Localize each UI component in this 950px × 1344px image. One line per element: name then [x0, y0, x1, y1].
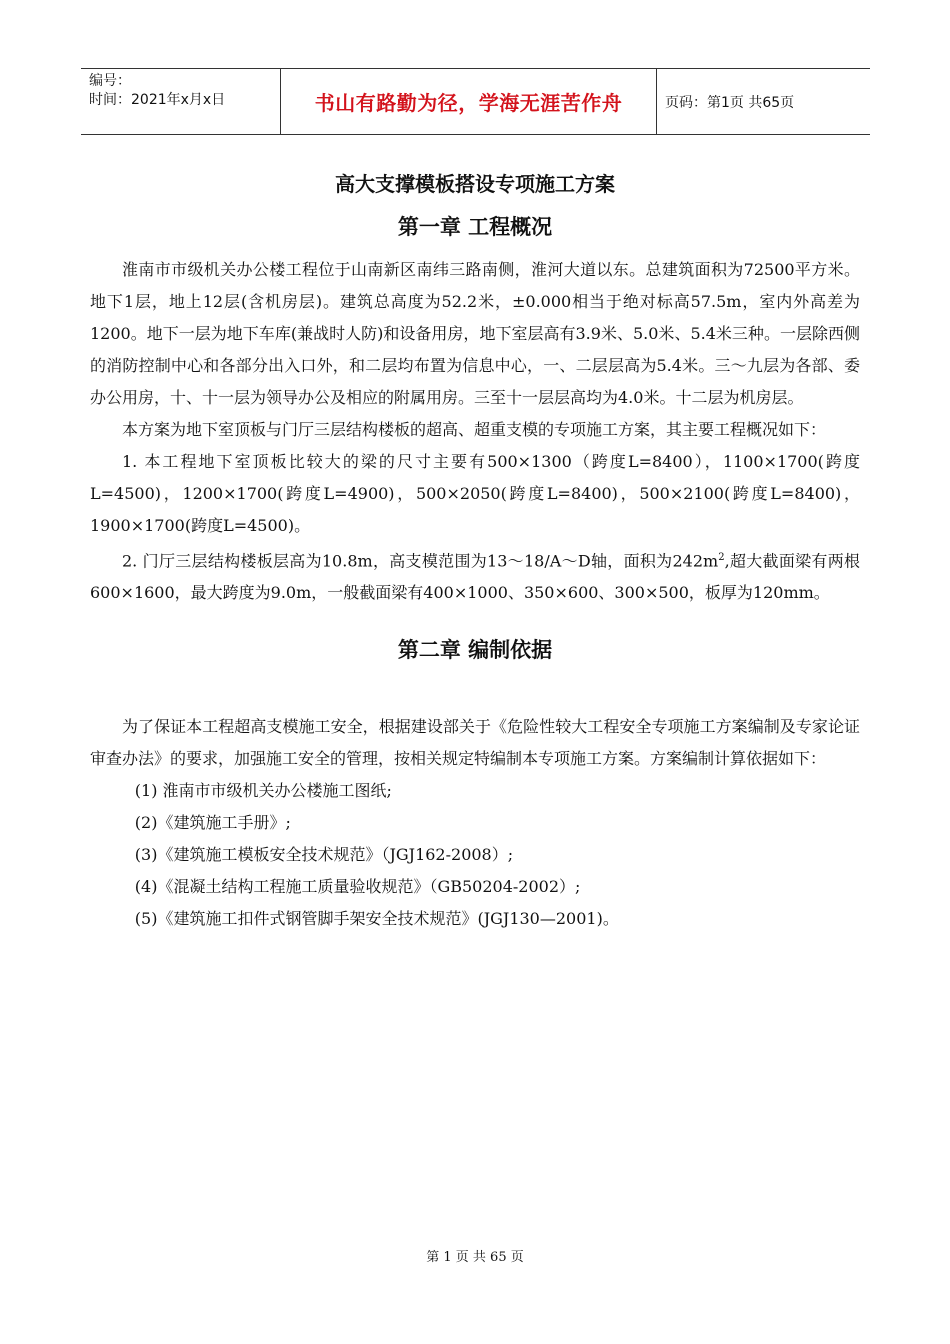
reference-item-4: (4)《混凝土结构工程施工质量验收规范》（GB50204-2002）;: [134, 877, 581, 897]
reference-item-5: (5)《建筑施工扣件式钢管脚手架安全技术规范》(JGJ130—2001)。: [134, 909, 619, 929]
chapter1-item-1: 1. 本工程地下室顶板比较大的梁的尺寸主要有500×1300（跨度L=8400），1100×1700(跨度L=4500)，1200×1700(跨度L=4900)，500×2050(跨度L=8400)，500×2100(跨度L=8400)，1900×1700(跨度L=4500)。: [90, 452, 860, 535]
page-footer: 第 1 页 共 65 页: [426, 1250, 524, 1265]
header-page-info: 页码：第1页 共65页: [665, 94, 795, 111]
reference-item-3: (3)《建筑施工模板安全技术规范》（JGJ162-2008）;: [134, 845, 514, 865]
document-body: [90, 160, 860, 935]
chapter2-intro: 为了保证本工程超高支模施工安全，根据建设部关于《危险性较大工程安全专项施工方案编制及专家论证审查办法》的要求，加强施工安全的管理，按相关规定特编制本专项施工方案。方案编制计算依据如下：: [90, 717, 860, 769]
chapter1-paragraph-overview: 淮南市市级机关办公楼工程位于山南新区南纬三路南侧，淮河大道以东。总建筑面积为72500平方米。地下1层，地上12层(含机房层)。建筑总高度为52.2米，±0.000相当于绝对标高57.5m，室内外高差为1200。地下一层为地下车库(兼战时人防)和设备用房，地下室层高有3.9米、5.0米、5.4米三种。一层除西侧的消防控制中心和各部分出入口外，和二层均布置为信息中心，一、二层层高为5.4米。三～九层为各部、委办公用房，十、十一层为领导办公及相应的附属用房。三至十一层层高均为4.0米。十二层为机房层。: [90, 260, 860, 407]
page-header: [81, 68, 870, 135]
chapter2-heading: 第二章 编制依据: [397, 638, 553, 663]
reference-item-2: (2)《建筑施工手册》;: [134, 813, 291, 833]
header-meta: [81, 69, 281, 134]
item2-text-before: 2. 门厅三层结构楼板层高为10.8m，高支模范围为13～18/A～D轴，面积为242m: [122, 551, 719, 571]
chapter1-paragraph-scope: 本方案为地下室顶板与门厅三层结构楼板的超高、超重支模的专项施工方案，其主要工程概况如下：: [122, 420, 827, 439]
chapter1-item-2: [90, 542, 860, 609]
item2-text-after: ,超大截面梁有两根600×1600，最大跨度为9.0m，一般截面梁有400×1000、350×600、300×500，板厚为120mm。: [90, 551, 861, 603]
reference-item-1: (1) 淮南市市级机关办公楼施工图纸;: [134, 781, 392, 801]
header-number: 编号：: [89, 73, 131, 89]
header-motto: 书山有路勤为径，学海无涯苦作舟: [281, 69, 657, 134]
item2-superscript: 2: [718, 552, 725, 563]
header-time: 时间：2021年x月x日: [89, 92, 226, 108]
chapter1-heading: 第一章 工程概况: [397, 215, 553, 239]
document-title: 高大支撑模板搭设专项施工方案: [335, 172, 615, 196]
